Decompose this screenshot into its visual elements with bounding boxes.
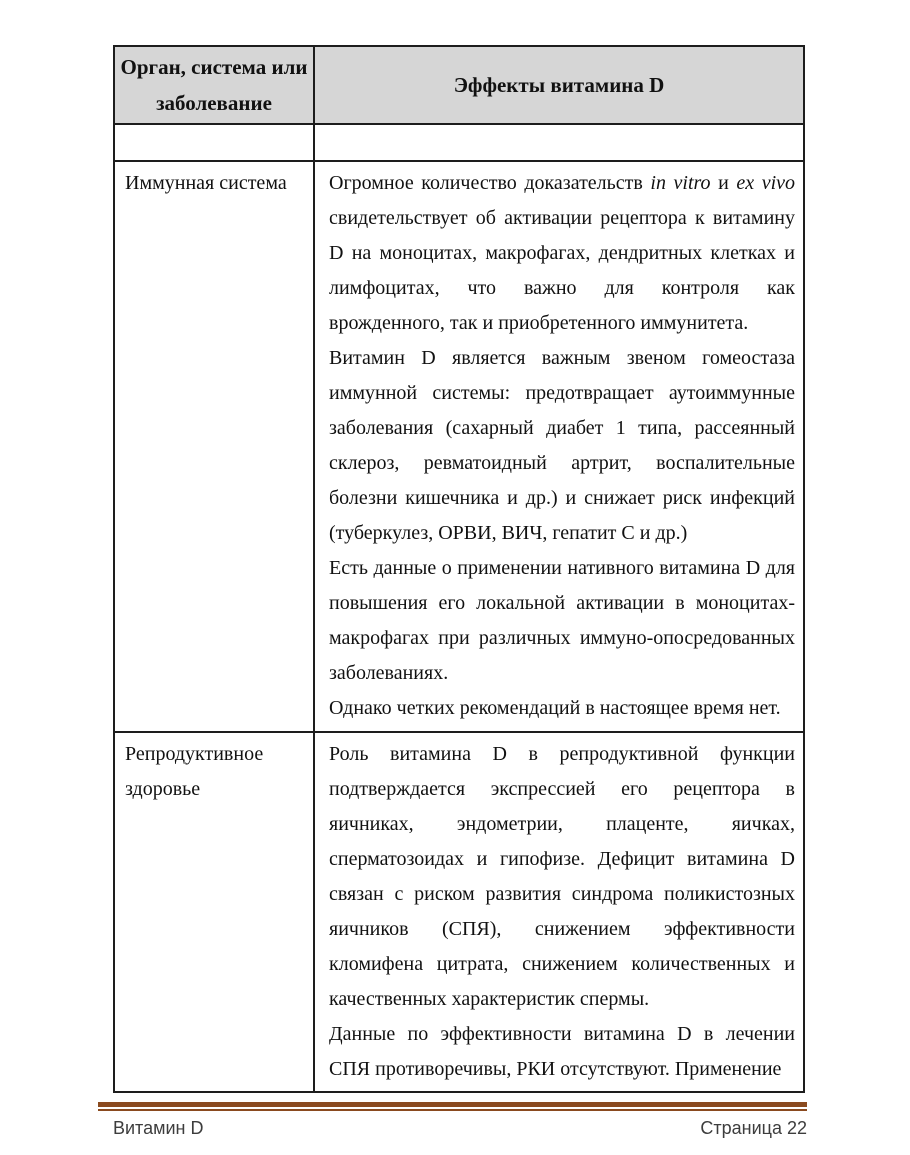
empty-cell-effects	[314, 124, 804, 161]
paragraph-immune-no-recommendations: Однако четких рекомендаций в настоящее время нет.	[329, 697, 781, 719]
latin-term-in-vitro: in vitro	[650, 172, 711, 194]
paragraph-immune-native-vitamin: Есть данные о применении нативного витамина D для повышения его локальной активации в моноцитах-макрофагах при различных иммуно-опосредованных заболеваниях.	[329, 557, 795, 684]
empty-cell-organ	[114, 124, 314, 161]
paragraph-repro-role: Роль витамина D в репродуктивной функции подтверждается экспрессией его рецептора в яичниках, эндометрии, плаценте, яичках, сперматозоидах и гипофизе. Дефицит витамина D связан с риском развития синдрома поликистозных яичников (СПЯ), снижением эффективности кломифена цитрата, снижением количественных и качественных характеристик спермы.	[329, 743, 795, 1010]
header-cell-organ	[114, 46, 314, 124]
table-header-row	[114, 46, 804, 124]
footer-page-number: Страница 22	[700, 1118, 807, 1138]
header-organ-line1: Орган, система или	[120, 55, 308, 79]
effects-cell-repro	[314, 732, 804, 1092]
footer-document-title: Витамин D	[113, 1118, 204, 1138]
header-organ-line2: заболевание	[156, 91, 272, 115]
footer-rule-thick	[98, 1102, 807, 1107]
footer-text-row	[98, 1118, 807, 1139]
organ-cell-immune: Иммунная система	[114, 161, 314, 732]
latin-term-ex-vivo: ex vivo	[736, 172, 796, 194]
table-row-immune-system	[114, 161, 804, 732]
header-cell-effects: Эффекты витамина D	[314, 46, 804, 124]
table-row-reproductive-health	[114, 732, 804, 1092]
effects-cell-immune	[314, 161, 804, 732]
paragraph-immune-evidence: Огромное количество доказательств in vitro и ex vivo свидетельствует об активации рецептора к витамину D на моноцитах, макрофагах, дендритных клетках и лимфоцитах, что важно для контроля как врожденного, так и приобретенного иммунитета.	[329, 172, 796, 334]
organ-cell-repro: Репродуктивное здоровье	[114, 732, 314, 1092]
page-footer	[98, 1102, 807, 1139]
footer-rule-thin	[98, 1109, 807, 1111]
table-empty-row	[114, 124, 804, 161]
document-table	[113, 45, 805, 1093]
paragraph-repro-efficacy: Данные по эффективности витамина D в лечении СПЯ противоречивы, РКИ отсутствуют. Применение	[329, 1023, 795, 1080]
paragraph-immune-homeostasis: Витамин D является важным звеном гомеостаза иммунной системы: предотвращает аутоиммунные заболевания (сахарный диабет 1 типа, рассеянный склероз, ревматоидный артрит, воспалительные болезни кишечника и др.) и снижает риск инфекций (туберкулез, ОРВИ, ВИЧ, гепатит С и др.)	[329, 347, 795, 544]
